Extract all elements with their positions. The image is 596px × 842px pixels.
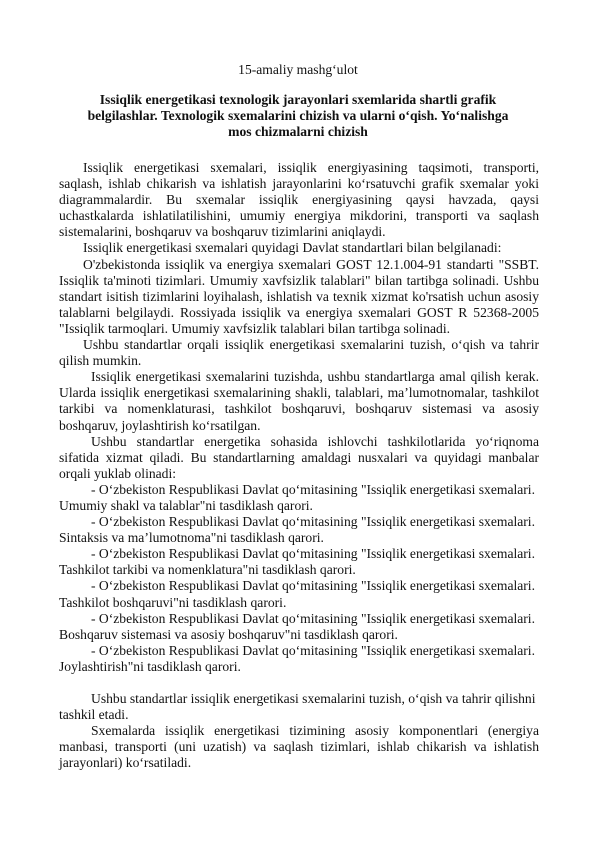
closing-paragraph: Sxemalarda issiqlik energetikasi tizimining asosiy komponentlari (energiya manbasi, transporti (uni uzatish) va saqlash tizimlari, ishlab chikarish va ishlatish jarayonlari) ko‘rsatiladi. bbox=[59, 723, 539, 771]
list-item: - O‘zbekiston Respublikasi Davlat qo‘mitasining "Issiqlik energetikasi sxemalari. Tashkilot tarkibi va nomenklatura"ni tasdiklash qarori. bbox=[59, 546, 535, 578]
title-line-2: belgilashlar. Texnologik sxemalarini chizish va ularni o‘qish. Yo‘nalishga bbox=[87, 108, 509, 123]
paragraph: Ushbu standartlar energetika sohasida ishlovchi tashkilotlarida yo‘riqnoma sifatida xizmat qiladi. Bu standartlarning amaldagi nusxalari va quyidagi manbalar orqali yuklab olinadi: bbox=[59, 433, 539, 481]
lesson-heading: 15-amaliy mashg‘ulot bbox=[238, 62, 358, 77]
list-item: - O‘zbekiston Respublikasi Davlat qo‘mitasining "Issiqlik energetikasi sxemalari. Tashkilot boshqaruvi"ni tasdiklash qarori. bbox=[59, 578, 535, 610]
title-line-3: mos chizmalarni chizish bbox=[228, 124, 368, 139]
list-item: - O‘zbekiston Respublikasi Davlat qo‘mitasining "Issiqlik energetikasi sxemalari. Joylashtirish"ni tasdiklash qarori. bbox=[59, 642, 535, 674]
list-item: - O‘zbekiston Respublikasi Davlat qo‘mitasining "Issiqlik energetikasi sxemalari. Sintaksis va ma’lumotnoma"ni tasdiklash qarori. bbox=[59, 514, 535, 546]
paragraph: O'zbekistonda issiqlik va energiya sxemalari GOST 12.1.004-91 standarti "SSBT. Issiqlik ta'minoti tizimlari. Umumiy xavfsizlik talablari" bilan tartibga solinadi. Ushbu standart isitish tizimlarini loyihalash, ishlatish va texnik xizmat ko'rsatish uchun asosiy talablarni belgilaydi. Rossiyada issiqlik va energiya sxemalari GOST R 52368-2005 "Issiqlik tarmoqlari. Umumiy xavfsizlik talablari bilan tartibga solinadi. bbox=[59, 256, 539, 336]
list-item: - O‘zbekiston Respublikasi Davlat qo‘mitasining "Issiqlik energetikasi sxemalari. Umumiy shakl va talablar"ni tasdiklash qarori. bbox=[59, 481, 535, 513]
paragraph: Issiqlik energetikasi sxemalarini tuzishda, ushbu standartlarga amal qilish kerak. Ularda issiqlik energetikasi sxemalarining shakli, talablari, ma’lumotnomalar, tashkilot tarkibi va nomenklaturasi, tashkilot boshqaruvi, boshqaruv sistemasi va asosiy boshqaruv, joylashtirish ko‘rsatilgan. bbox=[59, 369, 539, 433]
document-body bbox=[59, 160, 539, 771]
paragraph: Issiqlik energetikasi sxemalari quyidagi Davlat standartlari bilan belgilanadi: bbox=[83, 240, 502, 256]
list-item: - O‘zbekiston Respublikasi Davlat qo‘mitasining "Issiqlik energetikasi sxemalari. Boshqaruv sistemasi va asosiy boshqaruv"ni tasdiklash qarori. bbox=[59, 610, 535, 642]
paragraph: Ushbu standartlar orqali issiqlik energetikasi sxemalarini tuzish, o‘qish va tahrir qilish mumkin. bbox=[59, 337, 539, 369]
title-line-1: Issiqlik energetikasi texnologik jarayonlari sxemlarida shartli grafik bbox=[99, 92, 497, 107]
paragraph: Issiqlik energetikasi sxemalari, issiqlik energiyasining taqsimoti, transporti, saqlash, ishlab chikarish va ishlatish jarayonlarini ko‘rsatuvchi grafik sxemalar yoki diagrammalardir. Bu sxemalar issiqlik energiyasining qaysi havzada, qaysi uchastkalarda ishlatilatilishini, umumiy energiya mikdorini, transporti va saqlash sistemalarini, boshqaruv va boshqaruv tizimlarini aniqlaydi. bbox=[59, 160, 539, 240]
closing-paragraph: Ushbu standartlar issiqlik energetikasi sxemalarini tuzish, o‘qish va tahrir qilishni tashkil etadi. bbox=[59, 691, 536, 723]
document-title bbox=[60, 92, 536, 140]
